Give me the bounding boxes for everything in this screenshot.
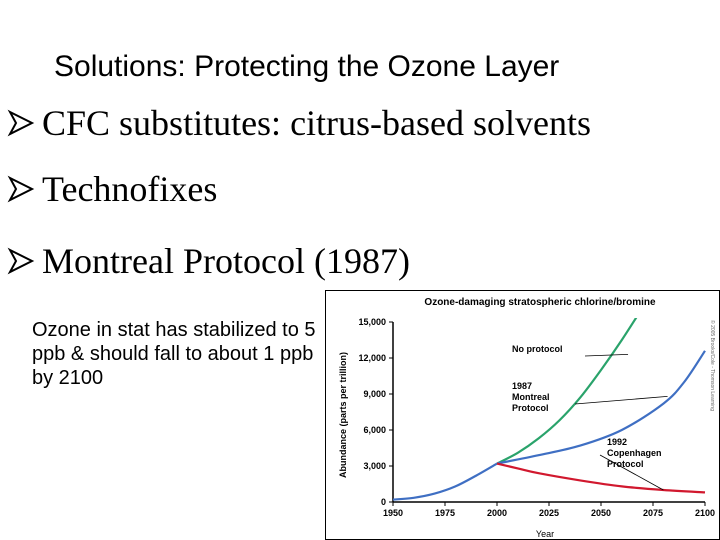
- x-tick-label: 1950: [382, 508, 404, 518]
- annotation-label: 1987: [512, 381, 533, 391]
- x-axis-label: Year: [535, 529, 555, 539]
- x-tick-label: 2025: [538, 508, 560, 518]
- x-tick-label: 1975: [434, 508, 456, 518]
- bullet-montreal-protocol: [6, 240, 410, 282]
- annotation-label: 1992: [607, 437, 628, 447]
- bullet-technofixes: [6, 168, 217, 210]
- copyright-note: © 2005 Brooks/Cole - Thomson Learning: [709, 320, 715, 411]
- bullet-text: CFC substitutes: citrus-based solvents: [42, 103, 591, 143]
- arrow-bullet-icon: [6, 174, 36, 204]
- x-tick-label: 2050: [590, 508, 612, 518]
- bullet-text: Montreal Protocol (1987): [42, 241, 410, 281]
- annotation-label: No protocol: [512, 344, 563, 354]
- y-tick-label: 6,000: [363, 425, 386, 435]
- x-tick-label: 2075: [642, 508, 664, 518]
- annotation-label: Copenhagen: [607, 448, 662, 458]
- x-tick-label: 2000: [486, 508, 508, 518]
- y-tick-label: 9,000: [363, 389, 386, 399]
- chart-title: Ozone-damaging stratospheric chlorine/bromine: [424, 297, 656, 308]
- y-tick-label: 15,000: [358, 317, 386, 327]
- x-tick-label: 2100: [694, 508, 716, 518]
- y-axis-label: Abundance (parts per trillion): [338, 351, 348, 479]
- slide-title: Solutions: Protecting the Ozone Layer: [54, 50, 560, 83]
- chlorine-bromine-chart: [325, 290, 720, 540]
- annotation-label: Protocol: [512, 403, 549, 413]
- bullet-text: Technofixes: [42, 169, 218, 209]
- bullet-cfc-substitutes: [6, 102, 591, 144]
- annotation-label: Protocol: [607, 459, 644, 469]
- y-tick-label: 12,000: [358, 353, 386, 363]
- y-tick-label: 3,000: [363, 461, 386, 471]
- annotation-label: Montreal: [512, 392, 550, 402]
- arrow-bullet-icon: [6, 108, 36, 138]
- arrow-bullet-icon: [6, 246, 36, 276]
- y-tick-label: 0: [380, 497, 386, 507]
- ozone-note: Ozone in stat has stabilized to 5 ppb & should fall to about 1 ppb by 2100: [32, 319, 316, 389]
